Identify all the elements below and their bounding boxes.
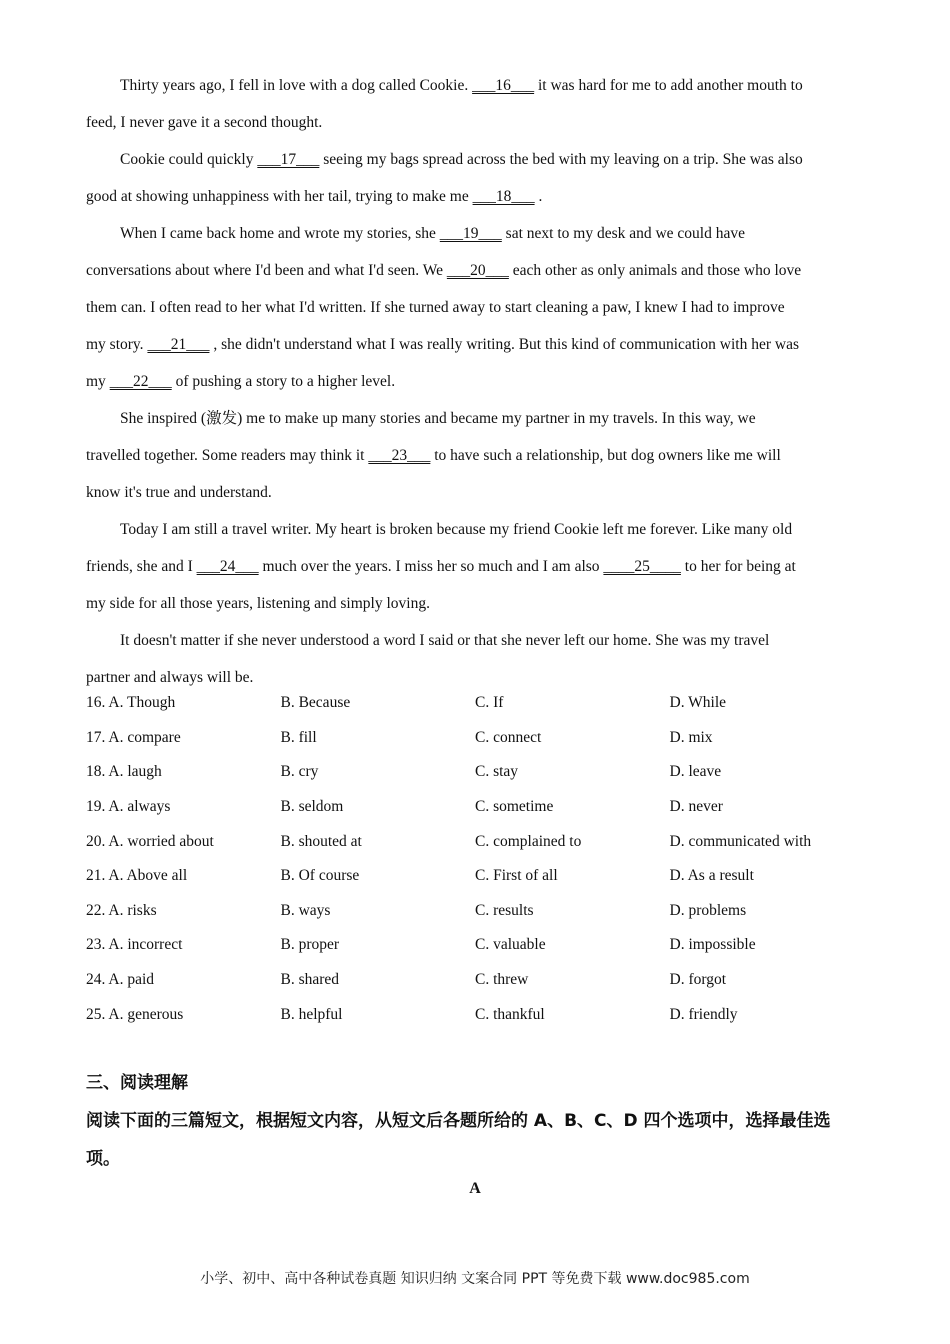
- passage-line: [86, 363, 864, 400]
- passage-text: Thirty years ago, I fell in love with a dog called Cookie.: [120, 77, 473, 94]
- question-row: [86, 721, 864, 756]
- passage-text: She inspired (激发) me to make up many stories and became my partner in my travels. In this way, we: [120, 410, 756, 427]
- question-row: [86, 686, 864, 721]
- option-a: 20. A. worried about: [86, 832, 214, 850]
- passage-text: good at showing unhappiness with her tail, trying to make me: [86, 188, 473, 205]
- passage-text: partner and always will be.: [86, 669, 254, 686]
- option-b: B. proper: [280, 936, 340, 954]
- passage-line: [86, 511, 864, 548]
- option-b: B. fill: [280, 728, 317, 746]
- passage-line: [86, 437, 864, 474]
- option-c: C. thankful: [475, 1005, 545, 1023]
- passage-text: .: [534, 188, 543, 205]
- answer-options: [86, 686, 864, 1032]
- question-row: [86, 963, 864, 998]
- option-c: C. If: [475, 694, 504, 712]
- option-b: B. helpful: [280, 1005, 343, 1023]
- option-d: D. While: [669, 694, 727, 712]
- option-c: C. threw: [475, 971, 529, 989]
- option-b: B. seldom: [280, 798, 344, 816]
- blank-number: ___22___: [109, 373, 172, 390]
- passage-text: , she didn't understand what I was really writing. But this kind of communication with her was: [209, 336, 799, 353]
- question-row: [86, 894, 864, 929]
- passage-text: my side for all those years, listening and simply loving.: [86, 595, 430, 612]
- reading-instructions: 阅读下面的三篇短文，根据短文内容，从短文后各题所给的 A、B、C、D 四个选项中，选择最佳选项。: [86, 1111, 831, 1169]
- option-c: C. stay: [475, 763, 519, 781]
- passage-line: [86, 474, 864, 511]
- passage-text: travelled together. Some readers may think it: [86, 447, 369, 464]
- blank-number: ___18___: [472, 188, 535, 205]
- passage-line: [86, 141, 864, 178]
- cloze-passage: [86, 67, 864, 696]
- option-c: C. First of all: [475, 867, 558, 885]
- option-a: 25. A. generous: [86, 1005, 184, 1023]
- option-a: 18. A. laugh: [86, 763, 162, 781]
- option-a: 19. A. always: [86, 798, 171, 816]
- option-c: C. complained to: [475, 832, 582, 850]
- option-d: D. never: [669, 798, 723, 816]
- option-c: C. connect: [475, 728, 542, 746]
- passage-text: When I came back home and wrote my stories, she: [120, 225, 440, 242]
- passage-line: [86, 548, 864, 585]
- passage-line: [86, 67, 864, 104]
- option-d: D. impossible: [669, 936, 756, 954]
- passage-text: much over the years. I miss her so much and I am also: [258, 558, 604, 575]
- option-a: 22. A. risks: [86, 901, 157, 919]
- option-b: B. ways: [280, 901, 331, 919]
- passage-text: feed, I never gave it a second thought.: [86, 114, 323, 131]
- blank-number: ____25____: [603, 558, 681, 575]
- blank-number: ___19___: [439, 225, 502, 242]
- passage-text: my story.: [86, 336, 148, 353]
- option-d: D. mix: [669, 728, 713, 746]
- passage-text: Cookie could quickly: [120, 151, 258, 168]
- option-d: D. communicated with: [669, 832, 812, 850]
- blank-number: ___17___: [257, 151, 320, 168]
- option-d: D. friendly: [669, 1005, 738, 1023]
- option-b: B. Of course: [280, 867, 360, 885]
- passage-label: A: [469, 1180, 481, 1197]
- passage-text: friends, she and I: [86, 558, 197, 575]
- passage-line: [86, 585, 864, 622]
- option-b: B. shared: [280, 971, 340, 989]
- option-d: D. problems: [669, 901, 747, 919]
- option-b: B. Because: [280, 694, 351, 712]
- option-c: C. sometime: [475, 798, 554, 816]
- option-c: C. results: [475, 901, 534, 919]
- passage-line: [86, 289, 864, 326]
- passage-text: to her for being at: [680, 558, 796, 575]
- passage-text: know it's true and understand.: [86, 484, 272, 501]
- blank-number: ___24___: [196, 558, 259, 575]
- passage-line: [86, 178, 864, 215]
- passage-line: [86, 104, 864, 141]
- question-row: [86, 997, 864, 1032]
- option-b: B. shouted at: [280, 832, 362, 850]
- blank-number: ___16___: [472, 77, 535, 94]
- passage-text: of pushing a story to a higher level.: [171, 373, 396, 390]
- passage-text: them can. I often read to her what I'd written. If she turned away to start cleaning a paw, I knew I had to improve: [86, 299, 785, 316]
- option-d: D. leave: [669, 763, 722, 781]
- section-title: 三、阅读理解: [86, 1073, 188, 1093]
- blank-number: ___23___: [368, 447, 431, 464]
- passage-line: [86, 252, 864, 289]
- passage-text: my: [86, 373, 110, 390]
- question-row: [86, 824, 864, 859]
- footer-text: 小学、初中、高中各种试卷真题 知识归纳 文案合同 PPT 等免费下载 www.doc985.com: [200, 1271, 750, 1287]
- option-a: 24. A. paid: [86, 971, 155, 989]
- option-c: C. valuable: [475, 936, 546, 954]
- question-row: [86, 859, 864, 894]
- option-a: 17. A. compare: [86, 728, 181, 746]
- option-a: 16. A. Though: [86, 694, 176, 712]
- passage-line: [86, 400, 864, 437]
- blank-number: ___20___: [446, 262, 509, 279]
- passage-text: Today I am still a travel writer. My heart is broken because my friend Cookie left me forever. Like many old: [120, 521, 793, 538]
- option-b: B. cry: [280, 763, 319, 781]
- passage-text: each other as only animals and those who love: [508, 262, 802, 279]
- passage-line: [86, 622, 864, 659]
- question-row: [86, 928, 864, 963]
- option-d: D. As a result: [669, 867, 754, 885]
- passage-text: seeing my bags spread across the bed with my leaving on a trip. She was also: [319, 151, 803, 168]
- question-row: [86, 755, 864, 790]
- option-d: D. forgot: [669, 971, 727, 989]
- blank-number: ___21___: [147, 336, 210, 353]
- option-a: 23. A. incorrect: [86, 936, 183, 954]
- option-a: 21. A. Above all: [86, 867, 188, 885]
- passage-line: [86, 215, 864, 252]
- passage-text: It doesn't matter if she never understood a word I said or that she never left our home. She was my travel: [120, 632, 770, 649]
- passage-text: it was hard for me to add another mouth to: [534, 77, 803, 94]
- question-row: [86, 790, 864, 825]
- passage-line: [86, 326, 864, 363]
- passage-text: sat next to my desk and we could have: [501, 225, 745, 242]
- passage-text: conversations about where I'd been and what I'd seen. We: [86, 262, 447, 279]
- passage-text: to have such a relationship, but dog owners like me will: [430, 447, 781, 464]
